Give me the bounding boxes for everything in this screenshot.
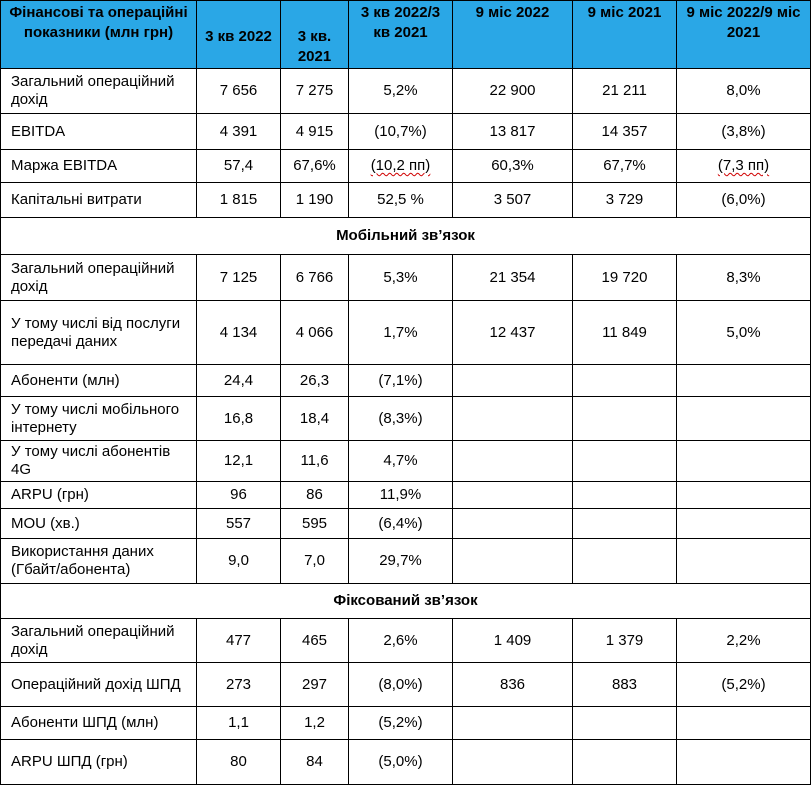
- cell-value: 60,3%: [453, 150, 573, 183]
- cell-value: [453, 397, 573, 441]
- cell-value: 11,9%: [349, 482, 453, 509]
- cell-value: 1 409: [453, 619, 573, 663]
- cell-value: 4,7%: [349, 441, 453, 482]
- cell-value: [677, 740, 811, 785]
- cell-value: [677, 539, 811, 584]
- header-9m-change: 9 міс 2022/9 міс 2021: [677, 1, 811, 69]
- cell-value: (7,1%): [349, 365, 453, 397]
- cell-value: 5,2%: [349, 69, 453, 114]
- cell-value: [573, 397, 677, 441]
- cell-value: 96: [197, 482, 281, 509]
- cell-value: 5,3%: [349, 255, 453, 301]
- cell-value: 86: [281, 482, 349, 509]
- cell-value: (10,2 пп): [349, 150, 453, 183]
- cell-value: 4 915: [281, 114, 349, 150]
- header-indicators: Фінансові та операційні показники (млн грн): [1, 1, 197, 69]
- cell-value: 19 720: [573, 255, 677, 301]
- cell-value: 24,4: [197, 365, 281, 397]
- section-row-mobile: [1, 218, 811, 255]
- cell-value: 11,6: [281, 441, 349, 482]
- row-label: У тому числі мобільного інтернету: [1, 397, 197, 441]
- cell-value: 465: [281, 619, 349, 663]
- table-row: [1, 69, 811, 114]
- cell-value: 273: [197, 663, 281, 707]
- table-row: [1, 441, 811, 482]
- row-label: ARPU ШПД (грн): [1, 740, 197, 785]
- cell-value: [453, 740, 573, 785]
- cell-value: 8,3%: [677, 255, 811, 301]
- cell-value: (3,8%): [677, 114, 811, 150]
- row-label: Загальний операційний дохід: [1, 69, 197, 114]
- cell-value: 7,0: [281, 539, 349, 584]
- cell-value: [573, 482, 677, 509]
- cell-value: [453, 539, 573, 584]
- cell-value: (8,0%): [349, 663, 453, 707]
- cell-value: 14 357: [573, 114, 677, 150]
- cell-value: [573, 365, 677, 397]
- cell-value: 21 354: [453, 255, 573, 301]
- cell-value: 12 437: [453, 301, 573, 365]
- header-9m-2022: 9 міс 2022: [453, 1, 573, 69]
- row-label: Капітальні витрати: [1, 183, 197, 218]
- table-row: [1, 482, 811, 509]
- table-row: [1, 619, 811, 663]
- cell-value: 1,7%: [349, 301, 453, 365]
- cell-value: 1 379: [573, 619, 677, 663]
- cell-value: (6,4%): [349, 509, 453, 539]
- header-q3-2022: 3 кв 2022: [197, 1, 281, 69]
- cell-value: [677, 509, 811, 539]
- cell-value: 836: [453, 663, 573, 707]
- table-row: [1, 397, 811, 441]
- table-row: [1, 365, 811, 397]
- cell-value: 5,0%: [677, 301, 811, 365]
- cell-value: 52,5 %: [349, 183, 453, 218]
- cell-value: 12,1: [197, 441, 281, 482]
- row-label: Використання даних (Гбайт/абонента): [1, 539, 197, 584]
- cell-value: (7,3 пп): [677, 150, 811, 183]
- cell-value: 18,4: [281, 397, 349, 441]
- cell-value: 8,0%: [677, 69, 811, 114]
- cell-value: [677, 707, 811, 740]
- cell-value: 477: [197, 619, 281, 663]
- cell-value: 9,0: [197, 539, 281, 584]
- cell-value: [677, 397, 811, 441]
- cell-value: 11 849: [573, 301, 677, 365]
- cell-value: [453, 365, 573, 397]
- cell-value: 7 275: [281, 69, 349, 114]
- row-label: Абоненти (млн): [1, 365, 197, 397]
- cell-value: (6,0%): [677, 183, 811, 218]
- header-9m-2021: 9 міс 2021: [573, 1, 677, 69]
- cell-value: 57,4: [197, 150, 281, 183]
- row-label: EBITDA: [1, 114, 197, 150]
- cell-value: [453, 441, 573, 482]
- cell-value: 7 656: [197, 69, 281, 114]
- cell-value: 2,6%: [349, 619, 453, 663]
- row-label: Операційний дохід ШПД: [1, 663, 197, 707]
- cell-value: [677, 482, 811, 509]
- cell-value: 1 815: [197, 183, 281, 218]
- cell-value: 22 900: [453, 69, 573, 114]
- cell-value: 84: [281, 740, 349, 785]
- table-row: [1, 183, 811, 218]
- cell-value: [573, 707, 677, 740]
- table-row: [1, 255, 811, 301]
- cell-value: 2,2%: [677, 619, 811, 663]
- cell-value: 29,7%: [349, 539, 453, 584]
- cell-value: 4 391: [197, 114, 281, 150]
- cell-value: 13 817: [453, 114, 573, 150]
- cell-value: 21 211: [573, 69, 677, 114]
- cell-value: [677, 365, 811, 397]
- row-label: У тому числі абонентів 4G: [1, 441, 197, 482]
- row-label: ARPU (грн): [1, 482, 197, 509]
- section-title-fixed: Фіксований зв’язок: [1, 584, 811, 619]
- cell-value: 80: [197, 740, 281, 785]
- section-title-mobile: Мобільний зв’язок: [1, 218, 811, 255]
- cell-value: 7 125: [197, 255, 281, 301]
- table-row: [1, 114, 811, 150]
- section-row-fixed: [1, 584, 811, 619]
- cell-value: 3 507: [453, 183, 573, 218]
- cell-value: 16,8: [197, 397, 281, 441]
- header-q3-2021: 3 кв. 2021: [281, 1, 349, 69]
- cell-value: [573, 441, 677, 482]
- cell-value: (8,3%): [349, 397, 453, 441]
- table-row: [1, 740, 811, 785]
- cell-value: 883: [573, 663, 677, 707]
- row-label: У тому числі від послуги передачі даних: [1, 301, 197, 365]
- table-row: [1, 663, 811, 707]
- cell-value: [573, 509, 677, 539]
- row-label: Загальний операційний дохід: [1, 255, 197, 301]
- cell-value: (5,2%): [677, 663, 811, 707]
- cell-value: (10,7%): [349, 114, 453, 150]
- cell-value: 67,7%: [573, 150, 677, 183]
- row-label: MOU (хв.): [1, 509, 197, 539]
- table-row: [1, 539, 811, 584]
- cell-value: [453, 707, 573, 740]
- cell-value: 1,2: [281, 707, 349, 740]
- cell-value: [453, 509, 573, 539]
- cell-value: 67,6%: [281, 150, 349, 183]
- table-row: [1, 301, 811, 365]
- cell-value: 1 190: [281, 183, 349, 218]
- header-q3-change: 3 кв 2022/3 кв 2021: [349, 1, 453, 69]
- cell-value: [453, 482, 573, 509]
- row-label: Загальний операційний дохід: [1, 619, 197, 663]
- cell-value: 26,3: [281, 365, 349, 397]
- cell-value: 1,1: [197, 707, 281, 740]
- cell-value: [573, 740, 677, 785]
- table-row: [1, 509, 811, 539]
- cell-value: 557: [197, 509, 281, 539]
- table-row: [1, 707, 811, 740]
- cell-value: [573, 539, 677, 584]
- cell-value: 3 729: [573, 183, 677, 218]
- cell-value: (5,0%): [349, 740, 453, 785]
- header-row: [1, 1, 811, 69]
- cell-value: 595: [281, 509, 349, 539]
- cell-value: 297: [281, 663, 349, 707]
- cell-value: (5,2%): [349, 707, 453, 740]
- table-row: [1, 150, 811, 183]
- cell-value: [677, 441, 811, 482]
- row-label: Абоненти ШПД (млн): [1, 707, 197, 740]
- cell-value: 4 134: [197, 301, 281, 365]
- cell-value: 4 066: [281, 301, 349, 365]
- cell-value: 6 766: [281, 255, 349, 301]
- row-label: Маржа EBITDA: [1, 150, 197, 183]
